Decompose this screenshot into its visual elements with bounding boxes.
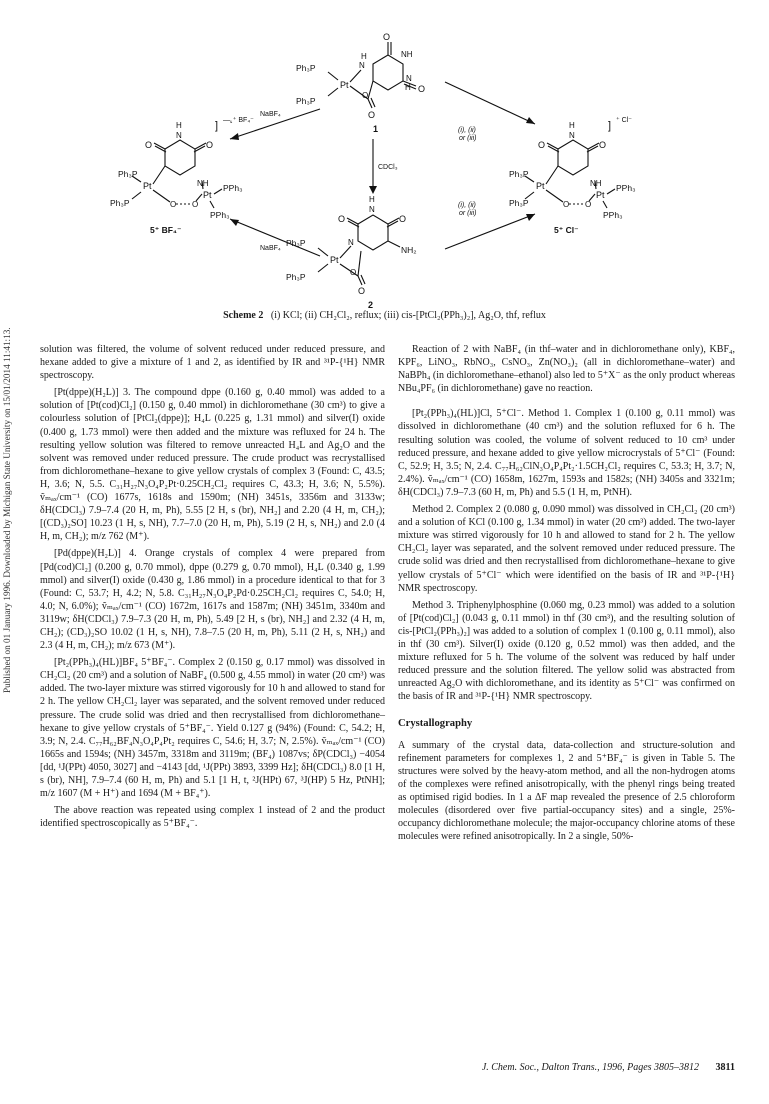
ph3p-label: Ph₃P	[296, 96, 316, 106]
pt-label: Pt	[143, 181, 152, 191]
journal-citation: J. Chem. Soc., Dalton Trans., 1996, Pages 3805–3812	[481, 1062, 700, 1073]
paragraph: The above reaction was repeated using complex 1 instead of 2 and the product identified spectroscopically as 5⁺BF₄⁻.	[40, 805, 385, 830]
bracket: ]	[215, 120, 219, 132]
condition-label: or (iii)	[459, 210, 477, 217]
paragraph: [Pd(dppe)(H₂L)] 4. Orange crystals of complex 4 were prepared from [Pd(cod)Cl₂] (0.200 g, 0.70 mmol), dppe (0.279 g, 0.70 mmol), H₄L (0.340 g, 1.99 mmol) and silver(I) oxide (0.430 g, 1.86 mmol) in a procedure identical to that for 3 (Found: C, 53.7; H, 4.2; N, 5.8. C₃₁H₂₇N₃O₄P₂Pd·0.25CH₂Cl₂ requires C, 54.0; H, 4.0; N, 6.0%); ṽₘₐₓ/cm⁻¹ (CO) 1672m, 1617s and 1587m; (NH) 3451m, 3340m and 3119w; δH(CDCl₃) 7.9–7.3 (20 H, m, Ph), 5.49 [2 H, s (br), NH₂] and 2.32 (4 H, m, CH₂); (CD₃)₂SO 10.02 (1 H, s, NH), 7.8–7.5 (20 H, m, Ph), 5.11 (2 H, s, NH₂) and 2.3 (4 H, m, CH₂); m/z 673 (M⁺).	[40, 548, 385, 652]
scheme-caption-label: Scheme 2	[223, 310, 264, 321]
o-label: O	[368, 110, 376, 120]
bf4-charge-label: —⸤⁺ BF₄⁻	[223, 117, 254, 124]
paragraph: [Pt₂(PPh₃)₄(HL)]Cl, 5⁺Cl⁻. Method 1. Complex 1 (0.100 g, 0.11 mmol) was dissolved in dichloromethane (40 cm³) and the solution refluxed for 6 h. The resulting solution was cooled, the volume of solvent reduced to 10 cm³ under reduced pressure, and hexane added to give yellow microcrystals of 5⁺Cl⁻ (Found: C, 52.9; H, 3.5; N, 2.4. C₇₇H₆₂ClN₃O₄P₄Pt₂·1.5CH₂Cl₂ requires C, 53.3; H, 3.7; N, 2.4%). ṽₘₐₓ/cm⁻¹ (CO) 1658m, 1627m, 1593s and 1582s; (NH) 3405s and 3321m; δH(CDCl₃) 7.9–7.3 (60 H, m, Ph) and 5.5 (1 H, m, PtNH).	[398, 408, 735, 498]
h-label: H	[369, 195, 375, 204]
nh-label: NH	[590, 179, 602, 188]
o-label: O	[383, 32, 391, 42]
reaction-arrows	[230, 82, 535, 256]
paragraph: Method 2. Complex 2 (0.080 g, 0.090 mmol) was dissolved in CH₂Cl₂ (20 cm³) and a solution of KCl (0.100 g, 1.34 mmol) in water (20 cm³) added. The two-layer mixture was stirred vigorously for 10 h and allowed to stand for 2 h. The yellow CH₂Cl₂ layer was separated, and the solvent removed under reduced pressure. The crude solid was dried and then recrystallised from dichloromethane–hexane to give yellow crystals of 5⁺Cl⁻ which were identified on the basis of IR and ³¹P-{¹H} NMR spectroscopy.	[398, 504, 735, 594]
pt-label: Pt	[340, 80, 349, 90]
paragraph: A summary of the crystal data, data-collection and structure-solution and refinement parameters for complexes 1, 2 and 5⁺BF₄⁻ is given in Table 5. The structures were solved by the heavy-atom method, and all the non-hydrogen atoms of the complexes were refined anisotropically, with the phenyl rings being treated as optimised rigid bodies. In 1 a ΔF map revealed the presence of 2.5 chloroform molecules (disordered over five partial-occupancy sites) and a single, 25%-occupancy dichloromethane molecule; the major-occupancy chlorine atoms of these molecules were refined anisotropically. In 2 a single, 50%-	[398, 739, 735, 843]
condition-label: or (iii)	[459, 135, 477, 142]
o-label: O	[599, 140, 607, 150]
reaction-scheme	[110, 24, 670, 309]
o-label: O	[145, 140, 153, 150]
ph3p-label: Ph₃P	[110, 198, 130, 208]
ph3p-label: Ph₃P	[509, 198, 529, 208]
paragraph: Method 3. Triphenylphosphine (0.060 mg, 0.23 mmol) was added to a solution of [Pt(cod)Cl₂] (0.043 g, 0.11 mmol) in thf (30 cm³), and the resulting solution of cis-[PtCl₂(PPh₃)₂] was added to a solution of complex 1 (0.100 g, 0.11 mmol), also in thf (30 cm³). Silver(I) oxide (0.120 g, 0.52 mmol) was then added, and the mixture refluxed for 5 h. The volume of the solvent was reduced by half under reduced pressure and the solution filtered. The yellow solid was abstracted from unreacted Ag₂O with dichloromethane, and its identity as 5⁺Cl⁻ was confirmed on the basis of IR and ³¹P-{¹H} NMR spectroscopy.	[398, 599, 735, 703]
nh-label: NH	[197, 179, 209, 188]
left-column	[40, 343, 385, 834]
ph3p-label: Ph₃P	[286, 238, 306, 248]
nabf4-label: NaBF₄	[260, 111, 281, 118]
page-number: 3811	[715, 1062, 735, 1073]
o-label: O	[170, 200, 177, 209]
paragraph: Reaction of 2 with NaBF₄ (in thf–water and in dichloromethane only), KBF₄, KPF₆, LiNO₃, RbNO₃, CsNO₃, Zn(NO₃)₂ (all in dichloromethane–water) and NaBPh₄ (in dichloromethane–ethanol) also led to 5⁺X⁻ as the only product whereas NBu₄PF₆ (in dichloromethane) gave no reaction.	[398, 344, 735, 395]
right-column	[398, 343, 735, 847]
condition-label: (i), (ii)	[458, 127, 476, 134]
pt-label: Pt	[203, 190, 212, 200]
pt-label: Pt	[330, 255, 339, 265]
h-label: H	[361, 52, 367, 61]
nabf4-label: NaBF₄	[260, 245, 281, 252]
pph3-label: PPh₃	[616, 183, 636, 193]
o-label: O	[585, 200, 592, 209]
nh2-label: NH₂	[401, 245, 417, 255]
ph3p-label: Ph₃P	[509, 169, 529, 179]
scheme-caption	[30, 310, 739, 321]
compound-5-cl-label: 5⁺ Cl⁻	[554, 225, 579, 235]
compound-5-bf4-label: 5⁺ BF₄⁻	[150, 225, 182, 235]
o-label: O	[192, 200, 199, 209]
h-label: H	[405, 83, 411, 92]
paragraph: solution was filtered, the volume of solvent reduced under reduced pressure, and hexane added to give a mixture of 1 and 2, as identified by IR and ³¹P-{¹H} NMR spectroscopy.	[40, 344, 385, 382]
condition-label: (i), (ii)	[458, 202, 476, 209]
o-label: O	[206, 140, 214, 150]
pph3-label: PPh₃	[223, 183, 243, 193]
h-label: H	[176, 121, 182, 130]
cl-charge-label: ⁺ Cl⁻	[616, 117, 632, 124]
pt-label: Pt	[596, 190, 605, 200]
h-label: H	[569, 121, 575, 130]
compound-1-label: 1	[373, 124, 379, 134]
o-label: O	[338, 214, 346, 224]
section-heading: Crystallography	[398, 718, 473, 730]
compound-2-structure	[286, 195, 417, 309]
compound-1-structure	[296, 32, 425, 134]
pt-label: Pt	[536, 181, 545, 191]
page-footer	[420, 1062, 735, 1073]
nh-label: NH	[401, 50, 413, 59]
n-label: N	[369, 205, 375, 214]
bracket: ]	[608, 120, 612, 132]
paragraph: [Pt(dppe)(H₂L)] 3. The compound dppe (0.160 g, 0.40 mmol) was added to a solution of [Pt(cod)Cl₂] (0.150 g, 0.40 mmol) in dichloromethane (30 cm³) to give a colourless solution of [PtCl₂(dppe)]; H₄L (0.225 g, 1.31 mmol) and silver(I) oxide (0.400 g, 1.73 mmol) were then added and the mixture was refluxed for 24 h. The resulting yellow solution was filtered to remove unreacted H₄L and Ag₂O and the solvent was removed under reduced pressure. The crude product was recrystallised from dichloromethane–hexane to give yellow crystals of complex 3 (Found: C, 43.5; H, 3.6; N, 5.5. C₃₁H₂₇N₃O₄P₂Pt·0.25CH₂Cl₂ requires C, 43.3; H, 3.6; N, 5.5%). ṽₘₐₓ/cm⁻¹ (CO) 1677s, 1618s and 1590m; (NH) 3451s, 3356m and 3133w; δH(CDCl₃) 7.9–7.4 (20 H, m, Ph), 5.55 [2 H, s (br), NH₂] and 2.20 (4 H, m, CH₂); [(CD₃)₂SO] 10.23 (1 H, s, NH), 7.7–7.0 (20 H, m, Ph), 5.19 (2 H, s, NH₂) and 2.0 (4 H, m, CH₂); m/z 762 (M⁺).	[40, 387, 385, 543]
o-label: O	[538, 140, 546, 150]
download-watermark: Published on 01 January 1996. Downloaded by Michigan State University on 15/01/2014 11:41:13.	[2, 327, 12, 693]
scheme-caption-text: (i) KCl; (ii) CH₂Cl₂, reflux; (iii) cis-[PtCl₂(PPh₃)₂], Ag₂O, thf, reflux	[270, 310, 546, 321]
o-label: O	[563, 200, 570, 209]
n-label: N	[348, 238, 354, 247]
n-label: N	[359, 61, 365, 70]
ph3p-label: Ph₃P	[118, 169, 138, 179]
pph3-label: PPh₃	[210, 210, 230, 220]
o-label: O	[362, 91, 369, 100]
o-label: O	[350, 268, 357, 277]
compound-2-label: 2	[368, 300, 374, 309]
paragraph: [Pt₂(PPh₃)₄(HL)]BF₄ 5⁺BF₄⁻. Complex 2 (0.150 g, 0.17 mmol) was dissolved in CH₂Cl₂ (20 cm³) and a solution of NaBF₄ (0.500 g, 4.55 mmol) in water (20 cm³) was added. The two-layer mixture was stirred vigorously for 10 h and allowed to stand for 2 h. The yellow CH₂Cl₂ layer was separated, and the solvent removed under reduced pressure. The crude solid was dried and then recrystallised from dichloromethane–hexane to give yellow crystals of 5⁺BF₄⁻. Yield 0.127 g (94%) (Found: C, 54.2; H, 3.9; N, 2.4. C₇₇H₆₂BF₄N₃O₄P₄Pt₂ requires C, 54.6; H, 3.7; N, 2.5%). ṽₘₐₓ/cm⁻¹ (CO) 1665s and 1594s; (NH) 3457m, 3318m and 3119m; (BF₄) 1087vs; δP(CDCl₃) −4054 [dd, ¹J(PPt) 4050, 3027] and −4143 [dd, ¹J(PPt) 3893, 3399 Hz]; δH(CDCl₃) 8.0 [1 H, s (br), NH], 7.9–7.4 (60 H, m, Ph) and 5.1 [1 H, t, ²J(HPt) 67, ³J(HP) 5 Hz, PtNH]; m/z 1607 (M + H⁺) and 1694 (M + BF₄⁺).	[40, 657, 385, 800]
o-label: O	[358, 286, 366, 296]
o-label: O	[418, 84, 426, 94]
n-label: N	[406, 74, 412, 83]
n-label: N	[176, 131, 182, 140]
pph3-label: PPh₃	[603, 210, 623, 220]
n-label: N	[569, 131, 575, 140]
ph3p-label: Ph₃P	[286, 272, 306, 282]
ph3p-label: Ph₃P	[296, 63, 316, 73]
cdcl3-label: CDCl₃	[378, 164, 398, 171]
o-label: O	[399, 214, 407, 224]
compound-5-bf4-structure	[110, 116, 254, 235]
